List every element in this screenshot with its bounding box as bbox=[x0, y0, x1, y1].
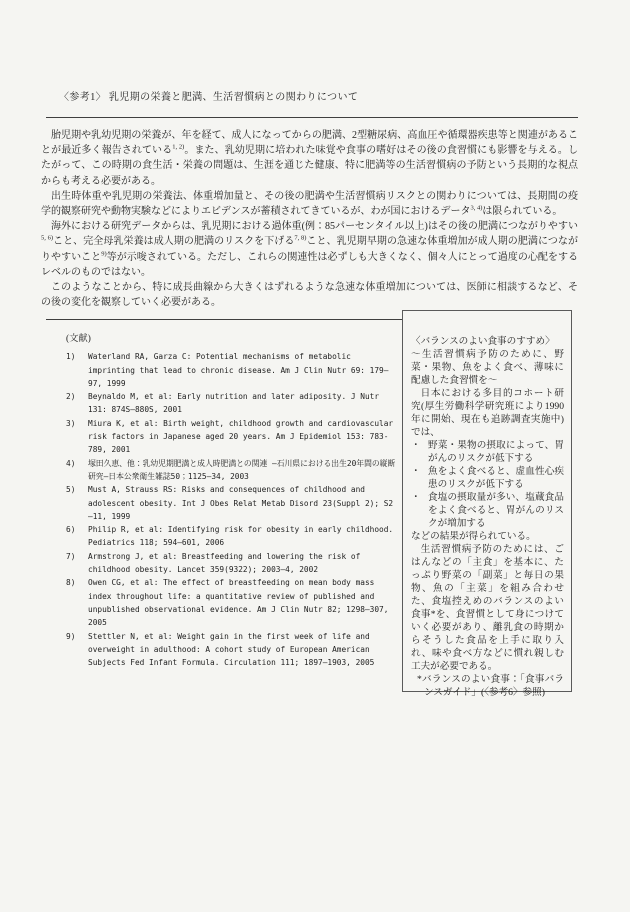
box-bullet-list bbox=[411, 439, 564, 530]
body-paragraphs bbox=[41, 128, 578, 310]
reference-item bbox=[66, 576, 396, 629]
box-paragraph: 生活習慣病予防のためには、ごはんなどの「主食」を基本に、たっぷり野菜の「副菜」と毎日の果物、魚の「主菜」を組み合わせた、食塩控えめのバランスのよい食事*を、食習慣として身につけていく必要があり、離乳食の時期からそうした食品を上手に取り入れ、味や食べ方などに慣れ親しむ工夫が必要である。 bbox=[411, 544, 564, 672]
paragraph bbox=[41, 189, 578, 219]
paragraph-text: 等が示唆されている。ただし、これらの関連性は必ずしも大きくなく、個々人にとって過度の心配をするレベルのものではない。 bbox=[41, 251, 579, 278]
reference-item bbox=[66, 630, 396, 670]
bullet-item bbox=[411, 465, 564, 491]
reference-number: 2) bbox=[66, 392, 76, 402]
box-result: などの結果が得られている。 bbox=[411, 531, 536, 542]
box-note: *バランスのよい食事：「食事バランスガイド」(〈参考6〉参照) bbox=[417, 674, 564, 698]
bullet-icon: ・ bbox=[411, 492, 421, 503]
paragraph-text: こと、乳児期早期の急速な体重増加が成人期の肥満につながりやすいこと bbox=[41, 236, 578, 263]
paragraph-text: このようなことから、特に成長曲線から大きくはずれるような急速な体重増加については、医師に相談するなど、その後の変化を観察していく必要がある。 bbox=[41, 282, 578, 309]
reference-item bbox=[66, 457, 396, 484]
bullet-text: 魚をよく食べると、虚血性心疾患のリスクが低下する bbox=[428, 466, 564, 490]
references-header: (文献) bbox=[66, 334, 91, 344]
reference-text: Miura K, et al: Birth weight, childhood growth and cardiovascular risk factors in Japanese aged 20 years. Am J Epidemiol 153: 783-789, 2001 bbox=[88, 418, 394, 455]
bullet-icon: ・ bbox=[411, 466, 421, 477]
paragraph-text: 出生時体重や乳児期の栄養法、体重増加量と、その後の肥満や生活習慣病リスクとの関わりについては、長期間の疫学的観察研究や動物実験などによりエビデンスが蓄積されてきているが、わが国におけるデータ bbox=[41, 190, 578, 218]
reference-number: 6) bbox=[66, 525, 76, 535]
reference-text: Armstrong J, et al: Breastfeeding and lowering the risk of childhood obesity. Lancet 359(9322); 2003—4, 2002 bbox=[88, 551, 361, 575]
reference-text: Owen CG, et al: The effect of breastfeeding on mean body mass index throughout life: a quantitative review of published and unpublished observational evidence. Am J Clin Nutr 82; 1298—307, 2005 bbox=[88, 578, 389, 628]
reference-item bbox=[66, 523, 396, 550]
balanced-diet-box bbox=[402, 310, 572, 698]
paragraph bbox=[41, 219, 578, 280]
references-section bbox=[66, 333, 396, 669]
reference-text: Stettler N, et al: Weight gain in the first week of life and overweight in adulthood: A cohort study of European American Subjects Fed Infant Formula. Circulation 111; 1897—1903, 2005 bbox=[88, 631, 375, 668]
reference-number: 4) bbox=[66, 458, 76, 468]
reference-text: Must A, Strauss RS: Risks and consequences of childhood and adolescent obesity. Int J Obes Relat Metab Disord 23(Suppl 2); S2—11, 1999 bbox=[88, 485, 394, 521]
bullet-icon: ・ bbox=[411, 440, 421, 451]
paragraph bbox=[41, 280, 578, 310]
citation-superscript: 1, 2) bbox=[172, 143, 185, 151]
bullet-text: 野菜・果物の摂取によって、胃がんのリスクが低下する bbox=[428, 440, 564, 464]
reference-text: Philip R, et al: Identifying risk for obesity in early childhood. Pediatrics 118; 594—601, 2006 bbox=[88, 525, 394, 548]
bullet-text: 食塩の摂取量が多い、塩蔵食品をよく食べると、胃がんのリスクが増加する bbox=[428, 492, 564, 529]
paragraph-text: こと、完全母乳栄養は成人期の肥満のリスクを下げる bbox=[52, 236, 295, 248]
citation-superscript: 5, 6) bbox=[41, 235, 53, 243]
box-intro: 日本における多目的コホート研究(厚生労働科学研究班により1990年に開始、現在も追跡調査実施中)では、 bbox=[411, 388, 564, 438]
paragraph-text: は限られている。 bbox=[482, 206, 563, 218]
reference-item bbox=[66, 350, 396, 390]
citation-superscript: 7, 8) bbox=[294, 235, 307, 243]
title-divider-rule bbox=[46, 117, 578, 118]
reference-number: 9) bbox=[66, 631, 76, 641]
paragraph-text: 。また、乳幼児期に培われた味覚や食事の嗜好はその後の食習慣にも影響を与える。したがって、この時期の食生活・栄養の問題は、生涯を通じた健康、特に肥満等の生活習慣病の予防という長期的な視点からも考える必要がある。 bbox=[41, 145, 579, 187]
reference-item bbox=[66, 390, 396, 417]
reference-item bbox=[66, 550, 396, 577]
reference-number: 7) bbox=[66, 551, 76, 561]
reference-text: Beynaldo M, et al: Early nutrition and later adiposity. J Nutr 131: 874S—880S, 2001 bbox=[88, 392, 380, 415]
reference-number: 8) bbox=[66, 578, 76, 588]
reference-item bbox=[66, 483, 396, 523]
citation-superscript: 3, 4) bbox=[470, 204, 483, 212]
page-title: 〈参考1〉 乳児期の栄養と肥満、生活習慣病との関わりについて bbox=[59, 92, 359, 103]
reference-number: 5) bbox=[66, 485, 76, 495]
references-divider-rule bbox=[46, 319, 402, 320]
paragraph-text: 海外における研究データからは、乳児期における過体重(例：85パーセンタイル以上)はその後の肥満につながりやすい bbox=[51, 221, 578, 233]
paragraph bbox=[41, 128, 578, 189]
paragraph-text: 胎児期や乳幼児期の栄養が、年を経て、成人になってからの肥満、2型糖尿病、高血圧や循環器疾患等と関連があることが最近多く報告されている bbox=[41, 130, 578, 157]
reference-number: 3) bbox=[66, 418, 76, 428]
reference-number: 1) bbox=[66, 352, 76, 362]
bullet-item bbox=[411, 491, 564, 530]
box-title: 〈バランスのよい食事のすすめ〉 bbox=[411, 336, 555, 347]
citation-superscript: 9) bbox=[101, 250, 107, 258]
bullet-item bbox=[411, 439, 564, 465]
reference-text: 塚田久恵、他：乳幼児期肥満と成人時肥満との関連 —石川県における出生20年間の縦断研究—日本公衆衛生雑誌50；1125—34, 2003 bbox=[88, 458, 396, 481]
reference-item bbox=[66, 417, 396, 457]
reference-text: Waterland RA, Garza C: Potential mechanisms of metabolic imprinting that lead to chronic disease. Am J Clin Nutr 69: 179—97, 1999 bbox=[88, 352, 389, 388]
box-subtitle: ～生活習慣病予防のために、野菜・果物、魚をよく食べ、薄味に配慮した食習慣を～ bbox=[411, 349, 564, 386]
references-list bbox=[66, 350, 396, 669]
